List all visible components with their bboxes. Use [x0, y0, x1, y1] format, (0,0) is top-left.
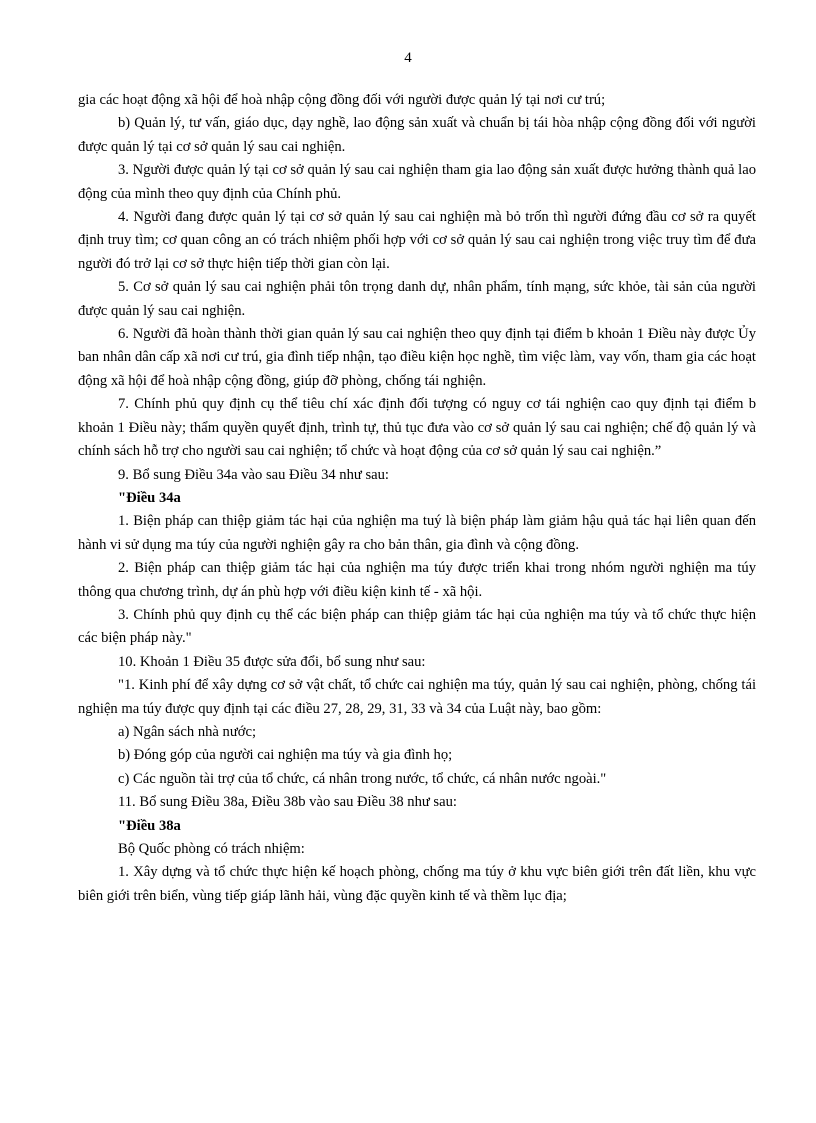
paragraph: "1. Kinh phí để xây dựng cơ sở vật chất, tổ chức cai nghiện ma túy, quản lý sau cai nghiện, phòng, chống tái nghiện ma túy được quy định tại các điều 27, 28, 29, 31, 33 và 34 của Luật này, bao gồm: — [78, 677, 756, 717]
paragraph: 9. Bổ sung Điều 34a vào sau Điều 34 như sau: — [118, 466, 389, 483]
paragraph: 7. Chính phủ quy định cụ thể tiêu chí xác định đối tượng có nguy cơ tái nghiện cao quy định tại điểm b khoản 1 Điều này; thẩm quyền quyết định, trình tự, thủ tục đưa vào cơ sở quản lý sau cai nghiện; chế độ quản lý và chính sách hỗ trợ cho người sau cai nghiện; tổ chức và hoạt động của cơ sở quản lý sau cai nghiện.” — [78, 396, 756, 460]
paragraph: 3. Chính phủ quy định cụ thể các biện pháp can thiệp giảm tác hại của nghiện ma túy và tổ chức thực hiện các biện pháp này." — [78, 606, 756, 647]
paragraph: c) Các nguồn tài trợ của tổ chức, cá nhân trong nước, tổ chức, cá nhân nước ngoài." — [118, 770, 607, 787]
paragraph: b) Đóng góp của người cai nghiện ma túy và gia đình họ; — [118, 747, 453, 764]
article-heading: "Điều 34a — [118, 489, 181, 506]
paragraph: 1. Xây dựng và tổ chức thực hiện kế hoạch phòng, chống ma túy ở khu vực biên giới trên đất liền, khu vực biên giới trên biển, vùng tiếp giáp lãnh hải, vùng đặc quyền kinh tế và thềm lục địa; — [78, 864, 756, 904]
paragraph: 11. Bổ sung Điều 38a, Điều 38b vào sau Điều 38 như sau: — [118, 794, 457, 811]
paragraph: 1. Biện pháp can thiệp giảm tác hại của nghiện ma tuý là biện pháp làm giảm hậu quả tác hại liên quan đến hành vi sử dụng ma túy của người nghiện gây ra cho bản thân, gia đình và cộng đồng. — [78, 513, 756, 553]
paragraph: 6. Người đã hoàn thành thời gian quản lý sau cai nghiện theo quy định tại điểm b khoản 1 Điều này được Ủy ban nhân dân cấp xã nơi cư trú, gia đình tiếp nhận, tạo điều kiện học nghề, tìm việc làm, vay vốn, tham gia các hoạt động xã hội để hoà nhập cộng đồng, giúp đỡ phòng, chống tái nghiện. — [78, 326, 756, 389]
paragraph: gia các hoạt động xã hội để hoà nhập cộng đồng đối với người được quản lý tại nơi cư trú; — [78, 92, 606, 108]
paragraph: 10. Khoản 1 Điều 35 được sửa đổi, bổ sung như sau: — [118, 653, 426, 670]
paragraph: 2. Biện pháp can thiệp giảm tác hại của nghiện ma túy được triển khai trong nhóm người nghiện ma túy thông qua chương trình, dự án phù hợp với điều kiện kinh tế - xã hội. — [78, 560, 756, 600]
paragraph: 4. Người đang được quản lý tại cơ sở quản lý sau cai nghiện mà bỏ trốn thì người đứng đầu cơ sở ra quyết định truy tìm; cơ quan công an có trách nhiệm phối hợp với cơ sở quản lý sau cai nghiện trong việc truy tìm để đưa người đó trở lại cơ sở thực hiện tiếp thời gian còn lại. — [78, 209, 756, 272]
paragraph: 3. Người được quản lý tại cơ sở quản lý sau cai nghiện tham gia lao động sản xuất được hưởng thành quả lao động của mình theo quy định của Chính phủ. — [78, 162, 756, 202]
page-number: 4 — [404, 50, 412, 66]
document-body — [78, 89, 756, 908]
article-heading: "Điều 38a — [118, 817, 181, 834]
paragraph: a) Ngân sách nhà nước; — [118, 723, 256, 740]
paragraph: Bộ Quốc phòng có trách nhiệm: — [118, 841, 305, 857]
paragraph: 5. Cơ sở quản lý sau cai nghiện phải tôn trọng danh dự, nhân phẩm, tính mạng, sức khỏe, tài sản của người được quản lý sau cai nghiện. — [78, 279, 756, 319]
paragraph: b) Quản lý, tư vấn, giáo dục, dạy nghề, lao động sản xuất và chuẩn bị tái hòa nhập cộng đồng đối với người được quản lý tại cơ sở quản lý sau cai nghiện. — [78, 115, 756, 155]
